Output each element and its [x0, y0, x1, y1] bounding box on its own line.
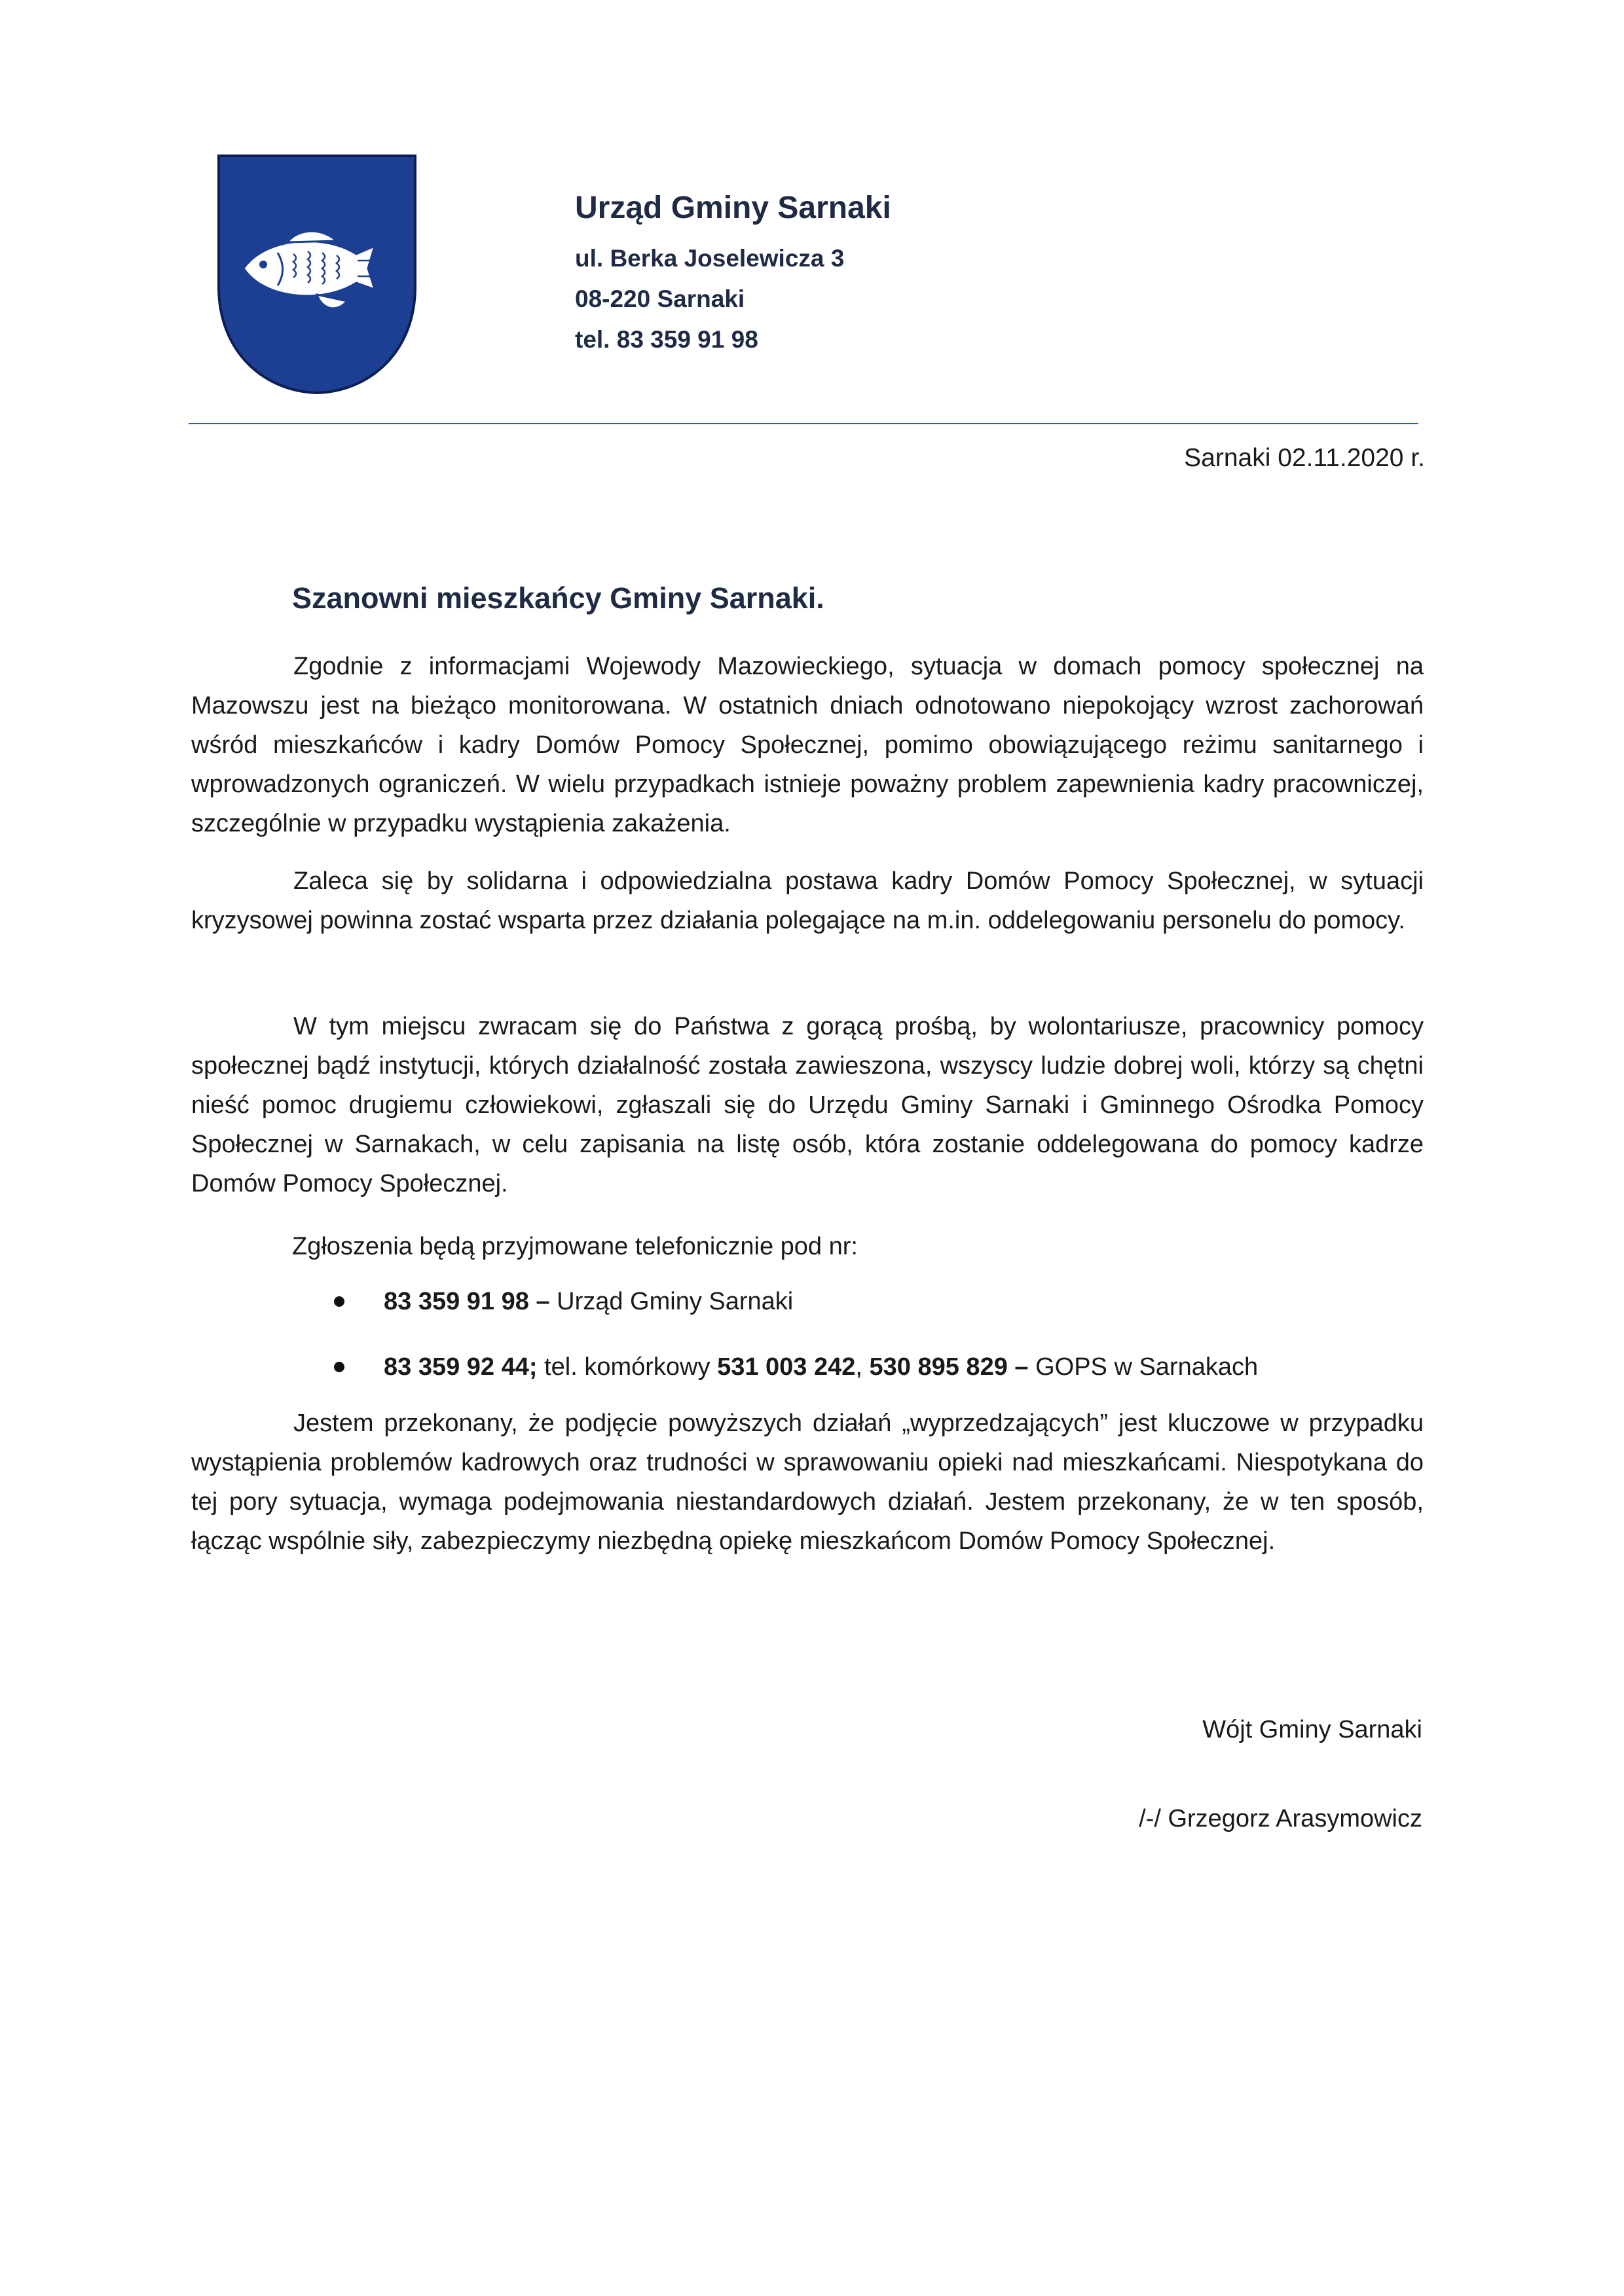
- paragraph-5-text: Jestem przekonany, że podjęcie powyższych działań „wyprzedzających” jest kluczowe w przypadku wystąpienia problemów kadrowych oraz trudności w sprawowaniu opieki nad mieszkańcami. Niespotykana do tej pory sytuacja, wymaga podejmowania niestandardowych działań. Jestem przekonany, że w ten sposób, łącząc wspólnie siły, zabezpieczymy niezbędną opiekę mieszkańcom Domów Pomocy Społecznej.: [191, 1410, 1424, 1555]
- contact-phone: 83 359 91 98 –: [384, 1288, 550, 1315]
- contact-separator: ,: [855, 1353, 870, 1381]
- org-postal: 08-220 Sarnaki: [575, 285, 745, 312]
- org-name: Urząd Gminy Sarnaki: [575, 191, 891, 225]
- header-divider: [189, 423, 1418, 424]
- contact-mobile-1: 531 003 242: [717, 1353, 856, 1381]
- paragraph-3-text: W tym miejscu zwracam się do Państwa z gorącą prośbą, by wolontariusze, pracownicy pomocy społecznej bądź instytucji, których działalność została zawieszona, wszyscy ludzie dobrej woli, którzy są chętni nieść pomoc drugiemu człowiekowi, zgłaszali się do Urzędu Gminy Sarnaki i Gminnego Ośrodka Pomocy Społecznej w Sarnakach, w celu zapisania na listę osób, która zostanie oddelegowana do pomocy kadrze Domów Pomocy Społecznej.: [191, 1013, 1424, 1197]
- paragraph-5: [191, 1404, 1424, 1561]
- paragraph-1-text: Zgodnie z informacjami Wojewody Mazowieckiego, sytuacja w domach pomocy społecznej na Mazowszu jest na bieżąco monitorowana. W ostatnich dniach odnotowano niepokojący wzrost zachorowań wśród mieszkańców i kadry Domów Pomocy Społecznej, pomimo obowiązującego reżimu sanitarnego i wprowadzonych ograniczeń. W wielu przypadkach istnieje poważny problem zapewnienia kadry pracowniczej, szczególnie w przypadku wystąpienia zakażenia.: [191, 653, 1424, 837]
- bullet-icon: [334, 1296, 344, 1307]
- letter-date: Sarnaki 02.11.2020 r.: [1184, 444, 1425, 472]
- paragraph-1: [191, 647, 1424, 843]
- contact-list: [331, 1283, 1258, 1414]
- list-item: [331, 1349, 1258, 1385]
- paragraph-3: [191, 1007, 1424, 1203]
- contacts-intro: Zgłoszenia będą przyjmowane telefonicznie pod nr:: [292, 1233, 858, 1260]
- paragraph-2: [191, 862, 1424, 940]
- fish-coat-of-arms-icon: [212, 149, 422, 398]
- contact-label: GOPS w Sarnakach: [1028, 1353, 1259, 1381]
- list-item: [331, 1283, 1258, 1320]
- signatory-name: /-/ Grzegorz Arasymowicz: [1139, 1805, 1422, 1832]
- letterhead: [575, 187, 891, 360]
- contact-label: Urząd Gminy Sarnaki: [549, 1288, 794, 1315]
- paragraph-2-text: Zaleca się by solidarna i odpowiedzialna postawa kadry Domów Pomocy Społecznej, w sytuacji kryzysowej powinna zostać wsparta przez działania polegające na m.in. oddelegowaniu personelu do pomocy.: [191, 867, 1424, 934]
- greeting: Szanowni mieszkańcy Gminy Sarnaki.: [292, 581, 824, 615]
- bullet-icon: [334, 1362, 344, 1372]
- signatory-title: Wójt Gminy Sarnaki: [1202, 1716, 1422, 1743]
- contact-phone: 83 359 92 44;: [384, 1353, 538, 1381]
- contact-mobile-label: tel. komórkowy: [537, 1353, 718, 1381]
- contact-mobile-2: 530 895 829 –: [869, 1353, 1029, 1381]
- org-phone: tel. 83 359 91 98: [575, 326, 758, 353]
- org-street: ul. Berka Joselewicza 3: [575, 245, 845, 272]
